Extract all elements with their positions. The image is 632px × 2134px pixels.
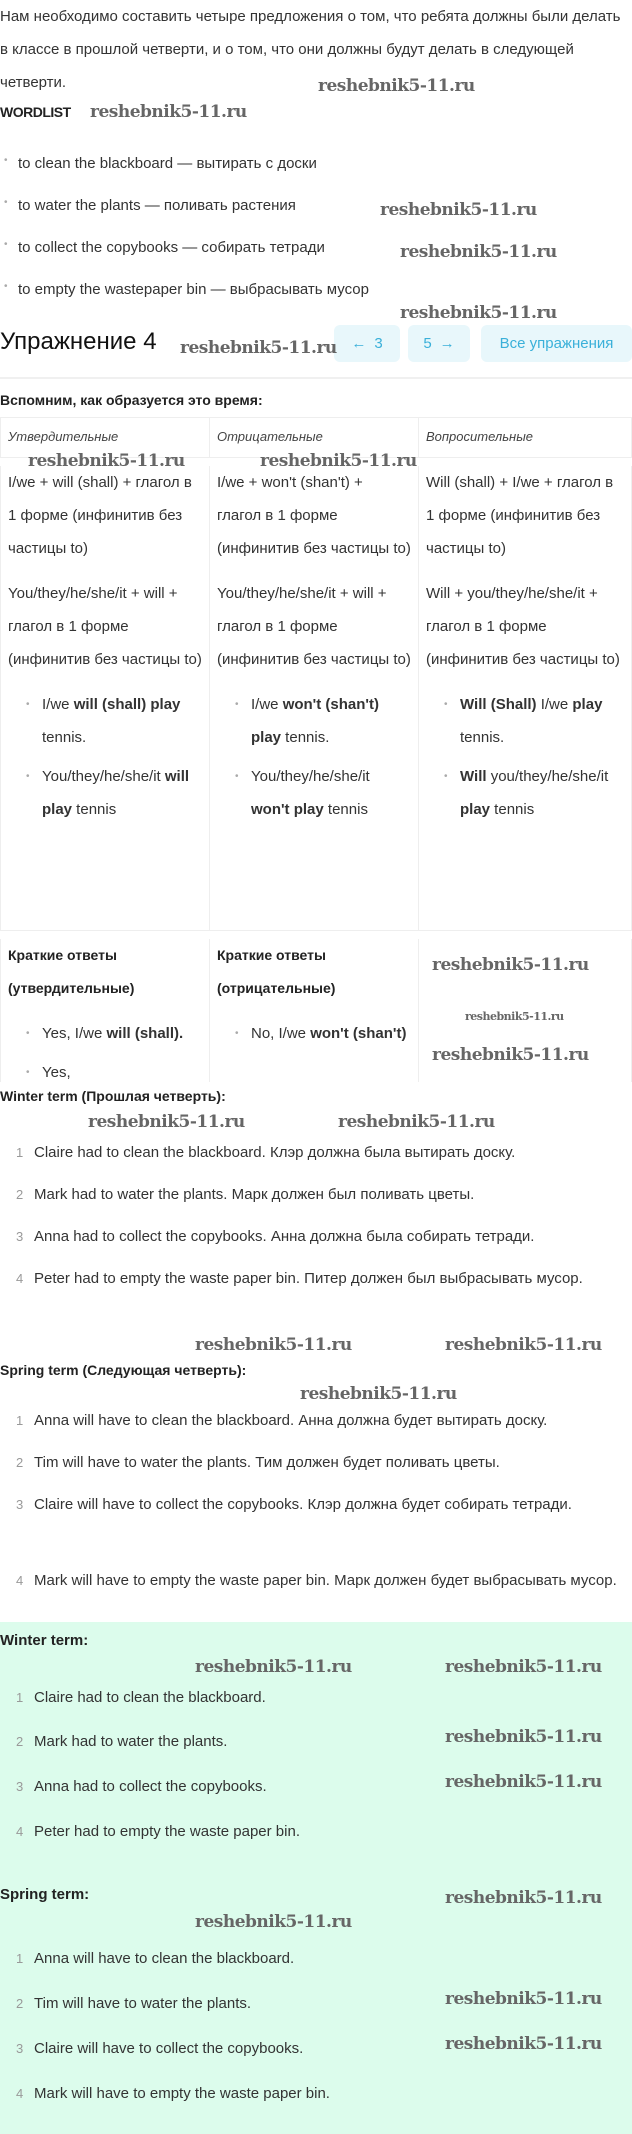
list-item: 3 Anna had to collect the copybooks. Анна должна была собирать тетради. [16, 1228, 535, 1245]
watermark: reshebnik5-11.ru [445, 1989, 602, 2009]
example-item: • No, I/we won't (shan't) [251, 1017, 411, 1050]
answer-spring-title: Spring term: [0, 1886, 90, 1903]
table-row [0, 931, 632, 1082]
list-item: 1 Anna will have to clean the blackboard. Анна должна будет вытирать доску. [16, 1412, 548, 1429]
wordlist-title: WORDLIST [0, 104, 71, 120]
divider [0, 377, 632, 379]
watermark: reshebnik5-11.ru [445, 1335, 602, 1355]
table-header: Вопросительные [426, 429, 533, 444]
list-item: 2 Mark had to water the plants. Марк должен был поливать цветы. [16, 1186, 475, 1203]
example-item: • You/they/he/she/it will play tennis [42, 760, 202, 826]
list-item: 1 Claire had to clean the blackboard. [16, 1689, 266, 1706]
watermark: reshebnik5-11.ru [445, 1727, 602, 1747]
table-cell: I/we + will (shall) + глагол в 1 форме (инфинитив без частицы to) You/they/he/she/it + will + глагол в 1 форме (инфинитив без частицы to) • I/we will (shall) play tennis. • You/they/he/she/it will play tennis [0, 466, 209, 930]
wordlist-item: • to clean the blackboard — вытирать с доски [18, 155, 317, 172]
example-item: • Will (Shall) I/we play tennis. [460, 688, 624, 754]
list-item: 2 Tim will have to water the plants. [16, 1995, 252, 2012]
list-item: 1 Anna will have to clean the blackboard. [16, 1950, 295, 1967]
list-item: 2 Mark had to water the plants. [16, 1733, 228, 1750]
table-row [0, 458, 632, 931]
list-item: 4 Peter had to empty the waste paper bin. [16, 1823, 300, 1840]
example-item: • I/we will (shall) play tennis. [42, 688, 202, 754]
watermark: reshebnik5-11.ru [195, 1912, 352, 1932]
list-item: 3 Claire will have to collect the copybooks. [16, 2040, 304, 2057]
list-item: 3 Anna had to collect the copybooks. [16, 1778, 267, 1795]
watermark: reshebnik5-11.ru [88, 1112, 245, 1132]
watermark: reshebnik5-11.ru [318, 76, 475, 96]
watermark: reshebnik5-11.ru [445, 1888, 602, 1908]
watermark: reshebnik5-11.ru [90, 102, 247, 122]
example-item: • You/they/he/she/it won't play tennis [251, 760, 411, 826]
winter-term-title: Winter term (Прошлая четверть): [0, 1088, 226, 1104]
wordlist-item: • to water the plants — поливать растения [18, 197, 296, 214]
example-item: • I/we won't (shan't) play tennis. [251, 688, 411, 754]
arrow-left-icon: ← [351, 335, 367, 352]
watermark: reshebnik5-11.ru [195, 1335, 352, 1355]
watermark: reshebnik5-11.ru [400, 242, 557, 262]
prev-exercise-button[interactable]: ← 3 [334, 325, 400, 362]
wordlist-item: • to empty the wastepaper bin — выбрасывать мусор [18, 281, 369, 298]
example-item: • Yes, [42, 1056, 202, 1082]
table-header: Отрицательные [217, 429, 323, 444]
watermark: reshebnik5-11.ru [28, 451, 185, 471]
spring-term-title: Spring term (Следующая четверть): [0, 1362, 247, 1378]
exercise-title: Упражнение 4 [0, 328, 157, 355]
intro-text: Нам необходимо составить четыре предложения о том, что ребята должны были делать в классе в прошлой четверти, и о том, что они должны будут делать в следующей четверти. [0, 8, 621, 91]
grammar-table [0, 417, 632, 1082]
watermark: reshebnik5-11.ru [432, 955, 589, 975]
watermark: reshebnik5-11.ru [180, 338, 337, 358]
list-item: 3 Claire will have to collect the copybooks. Клэр должна будет собирать тетради. [16, 1496, 572, 1513]
watermark: reshebnik5-11.ru [400, 303, 557, 323]
wordlist-item: • to collect the copybooks — собирать тетради [18, 239, 325, 256]
watermark: reshebnik5-11.ru [432, 1045, 589, 1065]
watermark: reshebnik5-11.ru [300, 1384, 457, 1404]
list-item: 4 Mark will have to empty the waste paper bin. [16, 2085, 330, 2102]
watermark: reshebnik5-11.ru [380, 200, 537, 220]
table-cell: I/we + won't (shan't) + глагол в 1 форме (инфинитив без частицы to) You/they/he/she/it + will + глагол в 1 форме (инфинитив без частицы to) • I/we won't (shan't) play tennis. • You/they/he/she/it won't play tennis [209, 466, 418, 930]
watermark: reshebnik5-11.ru [195, 1657, 352, 1677]
watermark: reshebnik5-11.ru [465, 1010, 564, 1023]
watermark: reshebnik5-11.ru [445, 2034, 602, 2054]
recall-title: Вспомним, как образуется это время: [0, 392, 263, 408]
example-item: • Yes, I/we will (shall). [42, 1017, 202, 1050]
watermark: reshebnik5-11.ru [338, 1112, 495, 1132]
list-item: 4 Peter had to empty the waste paper bin. Питер должен был выбрасывать мусор. [16, 1270, 583, 1287]
list-item: 4 Mark will have to empty the waste paper bin. Марк должен будет выбрасывать мусор. [16, 1572, 617, 1589]
table-cell [418, 939, 632, 1082]
watermark: reshebnik5-11.ru [445, 1772, 602, 1792]
arrow-right-icon: → [439, 335, 455, 352]
watermark: reshebnik5-11.ru [260, 451, 417, 471]
all-exercises-button[interactable]: Все упражнения [481, 325, 632, 362]
list-item: 2 Tim will have to water the plants. Тим должен будет поливать цветы. [16, 1454, 500, 1471]
table-cell: Краткие ответы (отрицательные) • No, I/we won't (shan't) [209, 939, 418, 1082]
example-item: • Will you/they/he/she/it play tennis [460, 760, 624, 826]
table-cell: Краткие ответы (утвердительные) • Yes, I/we will (shall). • Yes, [0, 939, 209, 1082]
next-exercise-button[interactable]: 5 → [408, 325, 470, 362]
answer-winter-title: Winter term: [0, 1632, 89, 1649]
table-header-row [0, 418, 632, 458]
watermark: reshebnik5-11.ru [445, 1657, 602, 1677]
list-item: 1 Claire had to clean the blackboard. Клэр должна была вытирать доску. [16, 1144, 516, 1161]
table-header: Утвердительные [8, 429, 119, 444]
table-cell: Will (shall) + I/we + глагол в 1 форме (инфинитив без частицы to) Will + you/they/he/she/it + глагол в 1 форме (инфинитив без частицы to) • Will (Shall) I/we play tennis. • Will you/they/he/she/it play tennis [418, 466, 632, 930]
